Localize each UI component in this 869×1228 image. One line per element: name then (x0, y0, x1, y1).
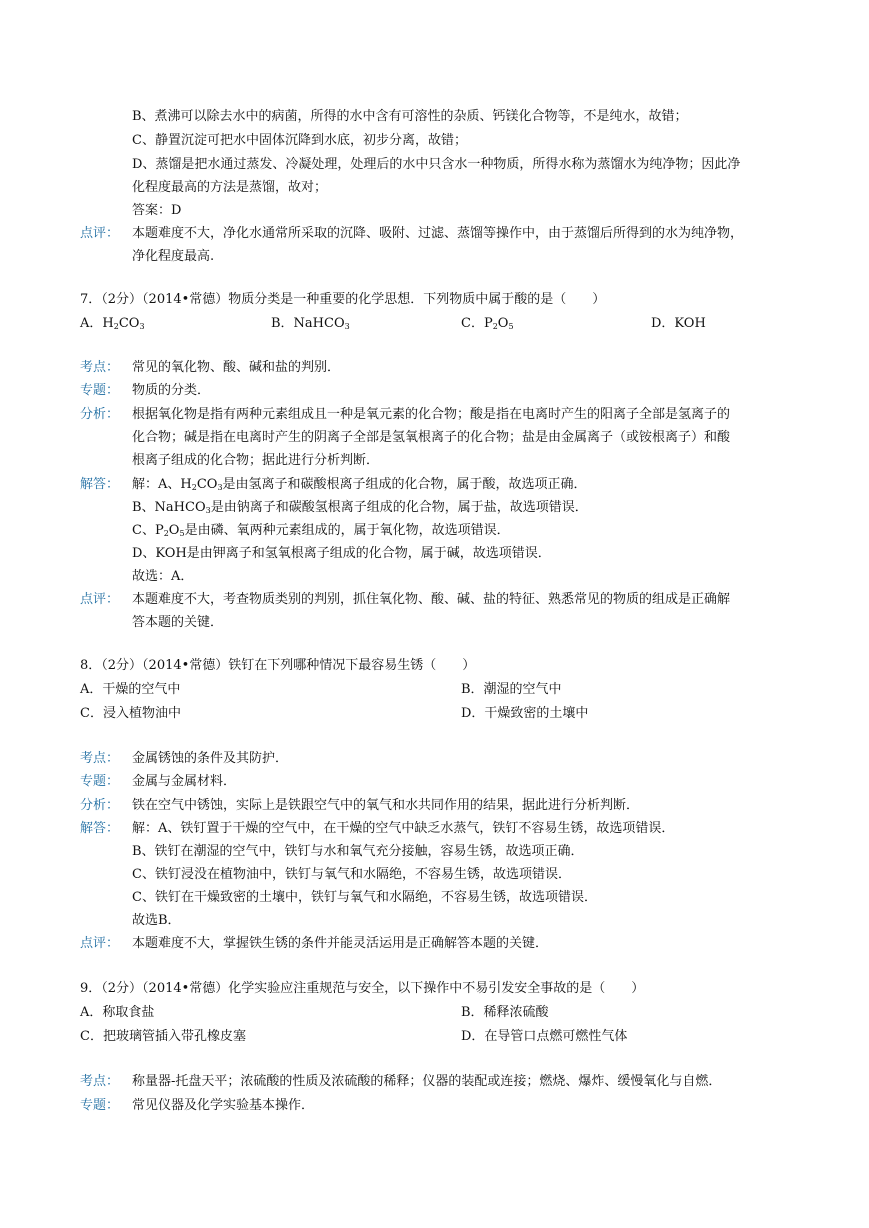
q8-zhuanti-label: 专题： (80, 774, 120, 789)
q7-jieda-text-4: D、KOH是由钾离子和氢氧根离子组成的化合物，属于碱，故选项错误． (132, 546, 551, 561)
q8-fenxi-text: 铁在空气中锈蚀，实际上是铁跟空气中的氧气和水共同作用的结果，据此进行分析判断． (132, 798, 640, 813)
q7-option-b: B．NaHCO$_3$ (271, 316, 350, 331)
q8-stem: 8．（2分）（2014•常德）铁钉在下列哪种情况下最容易生锈（ ） (80, 658, 476, 673)
q7-dianping-label: 点评： (80, 592, 120, 607)
q6-answer-final: 答案：D (132, 203, 182, 218)
q8-option-a: A．干燥的空气中 (80, 682, 181, 697)
q9-stem: 9．（2分）（2014•常德）化学实验应注重规范与安全，以下操作中不易引发安全事故的是（ ） (80, 981, 645, 996)
q8-option-b: B．潮湿的空气中 (461, 682, 562, 697)
q7-jieda-label: 解答： (80, 477, 120, 492)
q9-option-a: A．称取食盐 (80, 1005, 155, 1020)
q7-fenxi-label: 分析： (80, 407, 120, 422)
q7-kaodian-text: 常见的氧化物、酸、碱和盐的判别． (132, 360, 341, 375)
q8-jieda-text-3: C、铁钉浸没在植物油中，铁钉与氧气和水隔绝，不容易生锈，故选项错误． (132, 867, 571, 882)
q7-fenxi-text-2: 化合物；碱是指在电离时产生的阴离子全部是氢氧根离子的化合物；盐是由金属离子（或铵根离子）和酸 (132, 430, 731, 445)
q6-answer-d: D、蒸馏是把水通过蒸发、冷凝处理，处理后的水中只含水一种物质，所得水称为蒸馏水为纯净物；因此净 (132, 157, 741, 172)
q7-dianping-text-2: 答本题的关键． (132, 615, 224, 630)
q6-answer-d-cont: 化程度最高的方法是蒸馏，故对； (132, 180, 328, 195)
q6-review-label: 点评： (80, 226, 120, 241)
q7-option-c: C．$P_2O_5$ (461, 316, 514, 331)
q9-kaodian-text: 称量器-托盘天平；浓硫酸的性质及浓硫酸的稀释；仪器的装配或连接；燃烧、爆炸、缓慢氧化与自燃． (132, 1074, 722, 1089)
q8-dianping-label: 点评： (80, 936, 120, 951)
q9-option-c: C．把玻璃管插入带孔橡皮塞 (80, 1029, 246, 1044)
q6-review-text-1: 本题难度不大，净化水通常所采取的沉降、吸附、过滤、蒸馏等操作中，由于蒸馏后所得到的水为纯净物， (132, 226, 744, 241)
q9-option-d: D．在导管口点燃可燃性气体 (461, 1029, 628, 1044)
q7-option-a: A．$H_2CO_3$ (80, 316, 145, 331)
q8-dianping-text: 本题难度不大，掌握铁生锈的条件并能灵活运用是正确解答本题的关键． (132, 936, 549, 951)
q8-jieda-text-1: 解：A、铁钉置于干燥的空气中，在干燥的空气中缺乏水蒸气，铁钉不容易生锈，故选项错误． (132, 821, 675, 836)
q7-jieda-text-5: 故选：A． (132, 569, 194, 584)
q7-option-d: D．KOH (651, 316, 706, 331)
q8-option-c: C．浸入植物油中 (80, 706, 181, 721)
q9-zhuanti-label: 专题： (80, 1098, 120, 1113)
q8-option-d: D．干燥致密的土壤中 (461, 706, 589, 721)
q9-kaodian-label: 考点： (80, 1074, 120, 1089)
q6-answer-b: B、煮沸可以除去水中的病菌，所得的水中含有可溶性的杂质、钙镁化合物等，不是纯水，故错； (132, 109, 688, 124)
q7-zhuanti-text: 物质的分类． (132, 383, 211, 398)
q8-kaodian-label: 考点： (80, 751, 120, 766)
q7-jieda-text-1: 解：A、$H_2CO_3$是由氢离子和碳酸根离子组成的化合物，属于酸，故选项正确． (132, 477, 587, 492)
q6-answer-c: C、静置沉淀可把水中固体沉降到水底，初步分离，故错； (132, 133, 467, 148)
q9-option-b: B．稀释浓硫酸 (461, 1005, 549, 1020)
q7-zhuanti-label: 专题： (80, 383, 120, 398)
q7-fenxi-text-1: 根据氧化物是指有两种元素组成且一种是氧元素的化合物；酸是指在电离时产生的阳离子全部是氢离子的 (132, 407, 731, 422)
q7-fenxi-text-3: 根离子组成的化合物；据此进行分析判断． (132, 453, 380, 468)
q8-kaodian-text: 金属锈蚀的条件及其防护． (132, 751, 289, 766)
q8-zhuanti-text: 金属与金属材料． (132, 774, 237, 789)
q6-review-text-2: 净化程度最高. (132, 249, 215, 264)
q7-dianping-text-1: 本题难度不大，考查物质类别的判别，抓住氧化物、酸、碱、盐的特征、熟悉常见的物质的组成是正确解 (132, 592, 731, 607)
q8-jieda-text-4: C、铁钉在干燥致密的土壤中，铁钉与氧气和水隔绝，不容易生锈，故选项错误． (132, 890, 597, 905)
q7-jieda-text-2: B、NaHCO$_3$是由钠离子和碳酸氢根离子组成的化合物，属于盐，故选项错误． (132, 500, 588, 515)
q8-jieda-text-5: 故选B． (132, 913, 181, 928)
q8-fenxi-label: 分析： (80, 798, 120, 813)
q7-jieda-text-3: C、$P_2O_5$是由磷、氧两种元素组成的，属于氧化物，故选项错误． (132, 523, 510, 538)
q8-jieda-label: 解答： (80, 821, 120, 836)
q9-zhuanti-text: 常见仪器及化学实验基本操作． (132, 1098, 315, 1113)
q8-jieda-text-2: B、铁钉在潮湿的空气中，铁钉与水和氧气充分接触，容易生锈，故选项正确． (132, 844, 584, 859)
q7-stem: 7．（2分）（2014•常德）物质分类是一种重要的化学思想．下列物质中属于酸的是（ ） (80, 292, 606, 307)
q7-kaodian-label: 考点： (80, 360, 120, 375)
